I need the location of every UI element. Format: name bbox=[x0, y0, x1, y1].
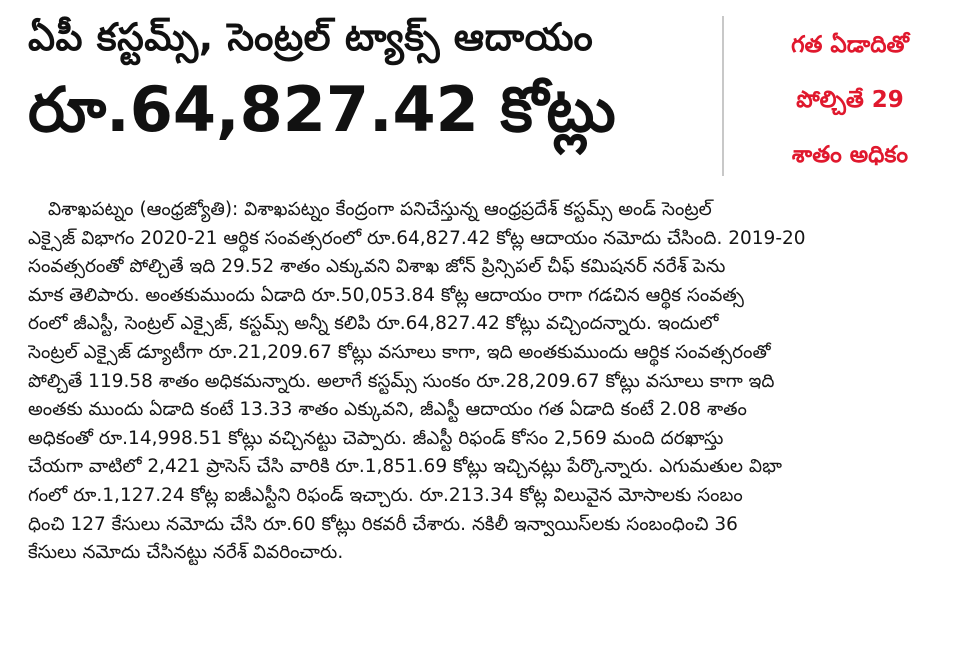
article-line: చేయగా వాటిలో 2,421 ప్రాసెస్‌ చేసి వారికి రూ.1,851.69 కోట్లు ఇచ్చినట్లు పేర్కొన్నారు. ఎగుమతుల విభా bbox=[28, 456, 782, 478]
article-line: కేసులు నమోదు చేసినట్టు నరేశ్‌ వివరించారు. bbox=[28, 542, 344, 564]
article-body bbox=[28, 196, 948, 568]
headline-block bbox=[28, 8, 718, 150]
article-line: పోల్చితే 119.58 శాతం అధికమన్నారు. అలాగే కస్టమ్స్‌ సుంకం రూ.28,209.67 కోట్లు వసూలు కాగా ఇది bbox=[28, 370, 775, 392]
side-note-line: గత ఏడాదితో bbox=[791, 32, 909, 58]
article-line: సంవత్సరంతో పోల్చితే ఇది 29.52 శాతం ఎక్కువని విశాఖ జోన్‌ ప్రిన్సిపల్‌ చీఫ్‌ కమిషనర్‌ నరేశ్‌ పెను bbox=[28, 256, 726, 278]
article-line: సెంట్రల్‌ ఎక్సైజ్‌ డ్యూటీగా రూ.21,209.67 కోట్లు వసూలు కాగా, ఇది అంతకుముందు ఆర్థిక సంవత్సరంతో bbox=[28, 341, 771, 363]
headline-amount: రూ.64,827.42 కోట్లు bbox=[28, 73, 616, 146]
column-divider bbox=[722, 16, 724, 176]
side-note bbox=[735, 18, 965, 183]
article-line: విశాఖపట్నం (ఆంధ్రజ్యోతి): విశాఖపట్నం కేంద్రంగా పనిచేస్తున్న ఆంధ్రప్రదేశ్‌ కస్టమ్స్‌ అండ్‌ సెంట్రల్‌ bbox=[48, 199, 712, 220]
article-line: గంలో రూ.1,127.24 కోట్ల ఐజీఎస్టీని రిఫండ్‌ ఇచ్చారు. రూ.213.34 కోట్ల విలువైన మోసాలకు సంబం bbox=[28, 484, 743, 506]
article-line: రంలో జీఎస్టీ, సెంట్రల్‌ ఎక్సైజ్‌, కస్టమ్స్‌ అన్నీ కలిపి రూ.64,827.42 కోట్లు వచ్చిందన్నారు. ఇందులో bbox=[28, 313, 719, 335]
article-line: అధికంతో రూ.14,998.51 కోట్లు వచ్చినట్టు చెప్పారు. జీఎస్టీ రిఫండ్‌ కోసం 2,569 మంది దరఖాస్తు bbox=[28, 427, 724, 449]
article-line: ధించి 127 కేసులు నమోదు చేసి రూ.60 కోట్లు రికవరీ చేశారు. నకిలీ ఇన్వాయిస్‌లకు సంబంధించి 36 bbox=[28, 513, 738, 535]
side-note-line: శాతం అధికం bbox=[791, 142, 909, 168]
side-note-line: పోల్చితే 29 bbox=[796, 87, 904, 113]
article-line: అంతకు ముందు ఏడాది కంటే 13.33 శాతం ఎక్కువని, జీఎస్టీ ఆదాయం గత ఏడాది కంటే 2.08 శాతం bbox=[28, 399, 747, 421]
headline-title: ఏపీ కస్టమ్స్‌, సెంట్రల్‌ ట్యాక్స్‌ ఆదాయం bbox=[28, 15, 594, 59]
article-line: మాక తెలిపారు. అంతకుముందు ఏడాది రూ.50,053.84 కోట్ల ఆదాయం రాగా గడచిన ఆర్థిక సంవత్స bbox=[28, 284, 744, 306]
article-line: ఎక్సైజ్‌ విభాగం 2020-21 ఆర్థిక సంవత్సరంలో రూ.64,827.42 కోట్ల ఆదాయం నమోదు చేసింది. 2019-20 bbox=[28, 227, 806, 249]
